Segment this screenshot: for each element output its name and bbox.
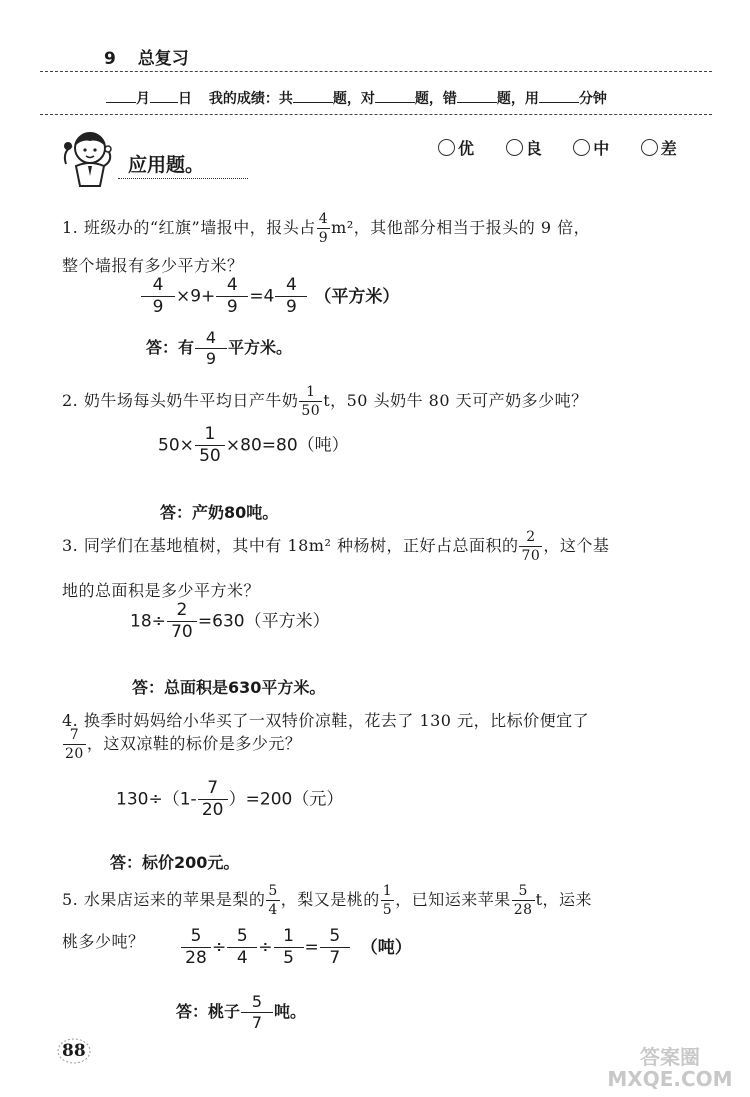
correct-blank[interactable] bbox=[375, 90, 415, 103]
problem-4-text-line2: $\frac{7}{20}$ ，这双凉鞋的标价是多少元？ bbox=[65, 727, 302, 762]
problem-2-answer: 答：产奶80吨。 bbox=[160, 503, 279, 522]
section-title-underline bbox=[118, 178, 248, 179]
section-title: 应用题。 bbox=[128, 154, 205, 176]
problem-1-work: $\frac{4}{9}$ ×9+ $\frac{4}{9}$ =4 $\frac{4}{9}$ （平方米） bbox=[140, 277, 399, 316]
radio-circle-icon bbox=[438, 139, 455, 156]
problem-3-answer: 答：总面积是630平方米。 bbox=[132, 678, 326, 697]
score-record: 月 日 我的成绩：共 题，对 题，错 题，用 分钟 bbox=[106, 88, 607, 108]
grade-options bbox=[438, 136, 677, 159]
problem-1-text: 1. 班级办的“红旗”墙报中，报头占 $\frac{4}{9}$ m²，其他部分相当于报头的 9 倍， bbox=[62, 211, 591, 246]
grade-option-good[interactable]: 良 bbox=[506, 139, 542, 158]
grade-option-fair[interactable]: 中 bbox=[573, 139, 609, 158]
problem-3-text: 3. 同学们在基地植树，其中有 18m² 种杨树，正好占总面积的 $\frac{2}{70}$ ，这个基 bbox=[62, 529, 610, 564]
month-blank[interactable] bbox=[106, 90, 136, 103]
radio-circle-icon bbox=[573, 139, 590, 156]
grade-option-excellent[interactable]: 优 bbox=[438, 139, 474, 158]
problem-1-answer: 答：有 $\frac{4}{9}$ 平方米。 bbox=[146, 328, 293, 368]
problem-4-text: 4. 换季时妈妈给小华买了一双特价凉鞋，花去了 130 元，比标价便宜了 bbox=[62, 711, 590, 730]
problem-3-text-line2: 地的总面积是多少平方米？ bbox=[62, 581, 261, 600]
grade-option-poor[interactable]: 差 bbox=[641, 139, 677, 158]
total-blank[interactable] bbox=[293, 90, 333, 103]
problem-5-text: 5. 水果店运来的苹果是梨的 $\frac{5}{4}$ ，梨又是桃的 $\frac{1}{5}$ ，已知运来苹果 $\frac{5}{28}$ t，运来 bbox=[62, 883, 592, 918]
problem-5-answer: 答：桃子 $\frac{5}{7}$ 吨。 bbox=[176, 992, 307, 1032]
problem-1-text-line2: 整个墙报有多少平方米？ bbox=[62, 256, 244, 275]
problem-2-text: 2. 奶牛场每头奶牛平均日产牛奶 $\frac{1}{50}$ t，50 头奶牛 80 天可产奶多少吨？ bbox=[62, 384, 588, 419]
watermark: 答案圈 MXQE.COM bbox=[607, 1045, 733, 1091]
problem-2-work: 50× $\frac{1}{50}$ ×80=80（吨） bbox=[158, 424, 349, 466]
problem-4-work: 130÷（1- $\frac{7}{20}$ ）=200（元） bbox=[116, 778, 344, 820]
page-number: 88 bbox=[62, 1041, 86, 1061]
header-divider-top bbox=[40, 71, 712, 72]
student-girl-icon bbox=[58, 126, 122, 190]
problem-5-work: $\frac{5}{28}$ ÷ $\frac{5}{4}$ ÷ $\frac{1}{5}$ = $\frac{5}{7}$ （吨） bbox=[180, 928, 412, 967]
chapter-title: 总复习 bbox=[137, 49, 189, 69]
problem-4-answer: 答：标价200元。 bbox=[110, 853, 240, 872]
time-blank[interactable] bbox=[539, 90, 579, 103]
radio-circle-icon bbox=[641, 139, 658, 156]
problem-3-work: 18÷ $\frac{2}{70}$ =630（平方米） bbox=[130, 600, 330, 642]
header-divider-bottom bbox=[40, 114, 712, 115]
problem-5-text-line2: 桃多少吨？ bbox=[62, 932, 145, 951]
radio-circle-icon bbox=[506, 139, 523, 156]
page-number-badge bbox=[56, 1036, 92, 1066]
chapter-header bbox=[104, 44, 189, 69]
chapter-number: 9 bbox=[104, 49, 116, 69]
day-blank[interactable] bbox=[150, 90, 178, 103]
wrong-blank[interactable] bbox=[457, 90, 497, 103]
